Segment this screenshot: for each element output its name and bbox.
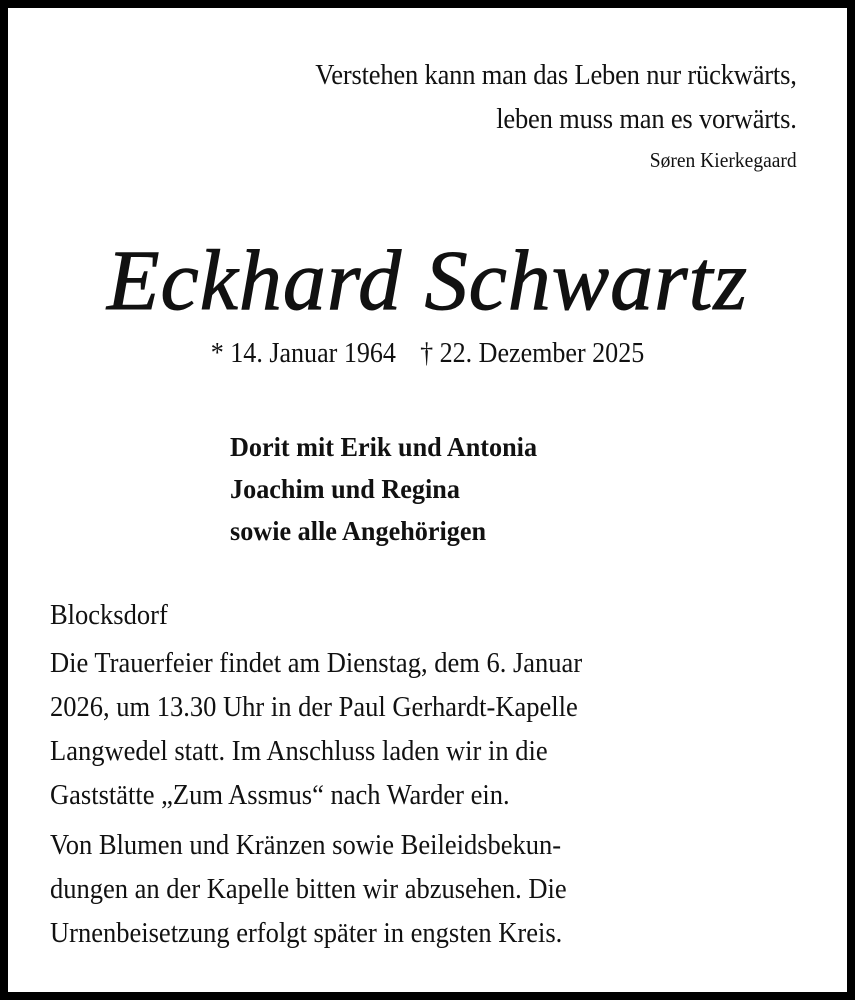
- funeral-notice-line: Langwedel statt. Im Anschluss laden wir in die: [50, 736, 548, 767]
- request-notice-line: Urnenbeisetzung erfolgt später in engsten Kreis.: [50, 918, 563, 949]
- location: Blocksdorf: [50, 600, 168, 631]
- funeral-notice-line: 2026, um 13.30 Uhr in der Paul Gerhardt-Kapelle: [50, 692, 578, 723]
- request-notice-line: Von Blumen und Kränzen sowie Beileidsbekun-: [50, 830, 562, 861]
- mourner-line: Dorit mit Erik und Antonia: [230, 432, 538, 462]
- mourners-list: [230, 426, 547, 552]
- death-date: † 22. Dezember 2025: [420, 338, 645, 369]
- request-notice: [50, 824, 810, 956]
- birth-date: * 14. Januar 1964: [210, 338, 396, 369]
- notice-body: [50, 594, 810, 956]
- quote-line: leben muss man es vorwärts.: [496, 104, 797, 135]
- request-notice-line: dungen an der Kapelle bitten wir abzusehen. Die: [50, 874, 567, 905]
- funeral-notice-line: Gaststätte „Zum Assmus“ nach Warder ein.: [50, 780, 510, 811]
- quote-line: Verstehen kann man das Leben nur rückwärts,: [315, 60, 797, 91]
- funeral-notice-line: Die Trauerfeier findet am Dienstag, dem 6. Januar: [50, 648, 583, 679]
- funeral-notice: [50, 642, 810, 818]
- mourner-line: Joachim und Regina: [230, 474, 460, 504]
- life-dates: [37, 338, 817, 370]
- obituary-card: [8, 8, 847, 992]
- deceased-name: Eckhard Schwartz: [106, 232, 748, 328]
- quote-block: [279, 54, 797, 176]
- mourner-line: sowie alle Angehörigen: [230, 516, 487, 546]
- quote-author: Søren Kierkegaard: [650, 148, 797, 172]
